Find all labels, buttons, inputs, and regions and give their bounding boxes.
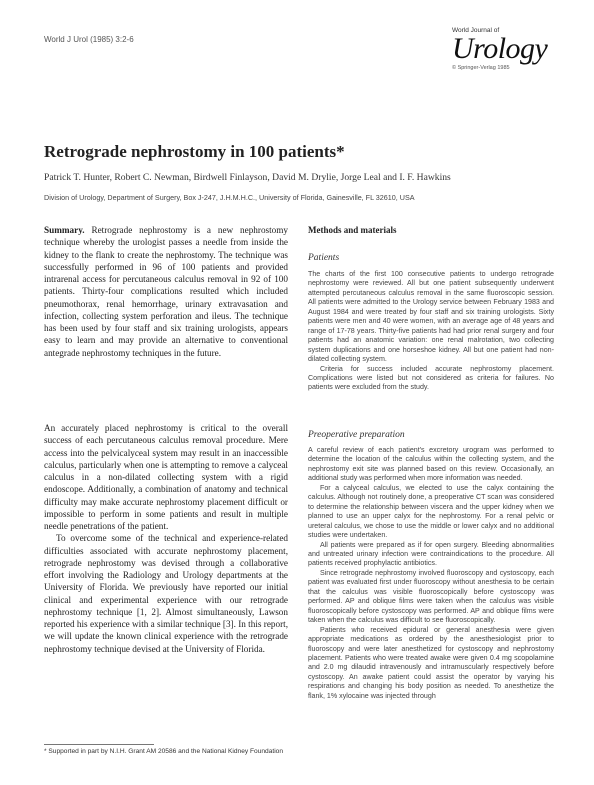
preop-paragraph-5: Patients who received epidural or general anesthesia were given appropriate medications as ordered by the anesthesiologist prior to fluoroscopy and were later anesthetized for cystoscopy and nephrostomy placement. Patients who were treated awake were given 0.4 mg scopolamine and 2.0 mg dilaudid intravenously and intramuscularly respectively before cystoscopy. An awake patient could assist the operator by varying his respirations and changing his body position as needed. To anesthetize the flank, 1% xylocaine was injected through: [308, 625, 554, 700]
preop-heading: Preoperative preparation: [308, 430, 405, 440]
summary-label: Summary.: [44, 225, 85, 235]
footnote: * Supported in part by N.I.H. Grant AM 20586 and the National Kidney Foundation: [44, 748, 283, 755]
journal-copyright: © Springer-Verlag 1985: [452, 65, 510, 71]
summary-text: Retrograde nephrostomy is a new nephrostomy technique whereby the urologist passes a needle from inside the kidney to the flank to create the nephrostomy. The technique was successfully performed in 96 of 100 patients and provided intrarenal access for percutaneous calculus removal in 92 of 100 patients. Thirty-four complications resulted which included pneumothorax, renal hemorrhage, urinary extravasation and infection, collecting system perforation and ileus. The technique has been used by four staff and six training urologists, appears easy to learn and may provide an alternative to conventional antegrade nephrostomy techniques in the future.: [44, 225, 288, 358]
introduction: [44, 422, 288, 655]
patients-paragraph-2: Criteria for success included accurate nephrostomy placement. Complications were listed but not considered as criteria for failures. No patients were excluded from the study.: [308, 364, 554, 392]
preop-paragraph-4: Since retrograde nephrostomy involved fluoroscopy and cystoscopy, each patient was evaluated first under fluoroscopy without anesthesia to be certain that the calculus was visible fluoroscopically before cystoscopy was performed. AP and oblique films were taken when the calculus was visible fluoroscopically before cystoscopy was performed. AP and oblique films were taken when the calculus was difficult to see fluoroscopically.: [308, 568, 554, 625]
patients-section: [308, 270, 554, 393]
preop-section: [308, 446, 554, 701]
preop-paragraph-1: A careful review of each patient's excretory urogram was performed to determine the location of the calculus within the collecting system, and the nephrostomy exit site was planned based on this review. Occasionally, an additional study was performed when more information was needed.: [308, 446, 554, 483]
methods-heading: Methods and materials: [308, 225, 397, 235]
journal-masthead: [452, 27, 552, 71]
preop-paragraph-3: All patients were prepared as if for open surgery. Bleeding abnormalities and untreated urinary infection were contraindications to the procedure. All patients received prophylactic antibiotics.: [308, 540, 554, 568]
journal-citation: World J Urol (1985) 3:2-6: [44, 35, 134, 44]
journal-name-logo: Urology: [452, 32, 548, 65]
footnote-rule: [44, 744, 154, 745]
article-affiliation: Division of Urology, Department of Surgery, Box J-247, J.H.M.H.C., University of Florida, Gainesville, FL 32610, USA: [44, 193, 415, 202]
intro-paragraph-1: An accurately placed nephrostomy is critical to the overall success of each percutaneous calculus removal procedure. Mere access into the pelvicalyceal system may result in an inaccessible calculus, particularly when one is attempting to remove a calyceal calculus in a non-dilated collecting system with a rigid endoscope. Additionally, a combination of anatomy and technical difficulty may make accurate nephrostomy placement difficult or impossible to perform in some patients and result in multiple needle penetrations of the patient.: [44, 423, 288, 531]
summary-block: [44, 224, 288, 359]
journal-name-small: World Journal of: [452, 27, 500, 34]
preop-paragraph-2: For a calyceal calculus, we elected to use the calyx containing the calculus. Although not routinely done, a preoperative CT scan was considered to determine the relationship between viscera and the upper kidney when we planned to use an upper calyx for the nephrostomy. For a renal pelvic or ureteral calculus, we chose to use the middle or lower calyx and no additional studies were undertaken.: [308, 483, 554, 540]
article-authors: Patrick T. Hunter, Robert C. Newman, Birdwell Finlayson, David M. Drylie, Jorge Leal and I. F. Hawkins: [44, 172, 451, 183]
patients-heading: Patients: [308, 253, 340, 263]
intro-paragraph-2: To overcome some of the technical and experience-related difficulties associated with accurate nephrostomy placement, retrograde nephrostomy was devised through a collaborative effort involving the Radiology and Urology departments at the University of Florida. We previously have reported our initial clinical and experimental experience with our retrograde nephrostomy technique [1, 2]. Almost simultaneously, Lawson reported his experience with a similar technique [3]. In this report, we will update the known clinical experience with the retrograde nephrostomy technique devised at the University of Florida.: [44, 533, 288, 654]
patients-paragraph-1: The charts of the first 100 consecutive patients to undergo retrograde nephrostomy were reviewed. All but one patient subsequently underwent attempted percutaneous calculus removal in the same fluoroscopic session. All patients were admitted to the Urology service between February 1983 and August 1984 and were treated by four staff and six training urologists. Sixty patients were men and 40 were women, with an average age of 48 years and range of 17-78 years. Thirty-five patients had had prior renal surgery and four patients had an anatomic variation: one renal malrotation, two collecting system duplications and one horseshoe kidney. All but one patient had non-dilated collecting system.: [308, 270, 554, 364]
article-title: Retrograde nephrostomy in 100 patients*: [44, 142, 345, 161]
